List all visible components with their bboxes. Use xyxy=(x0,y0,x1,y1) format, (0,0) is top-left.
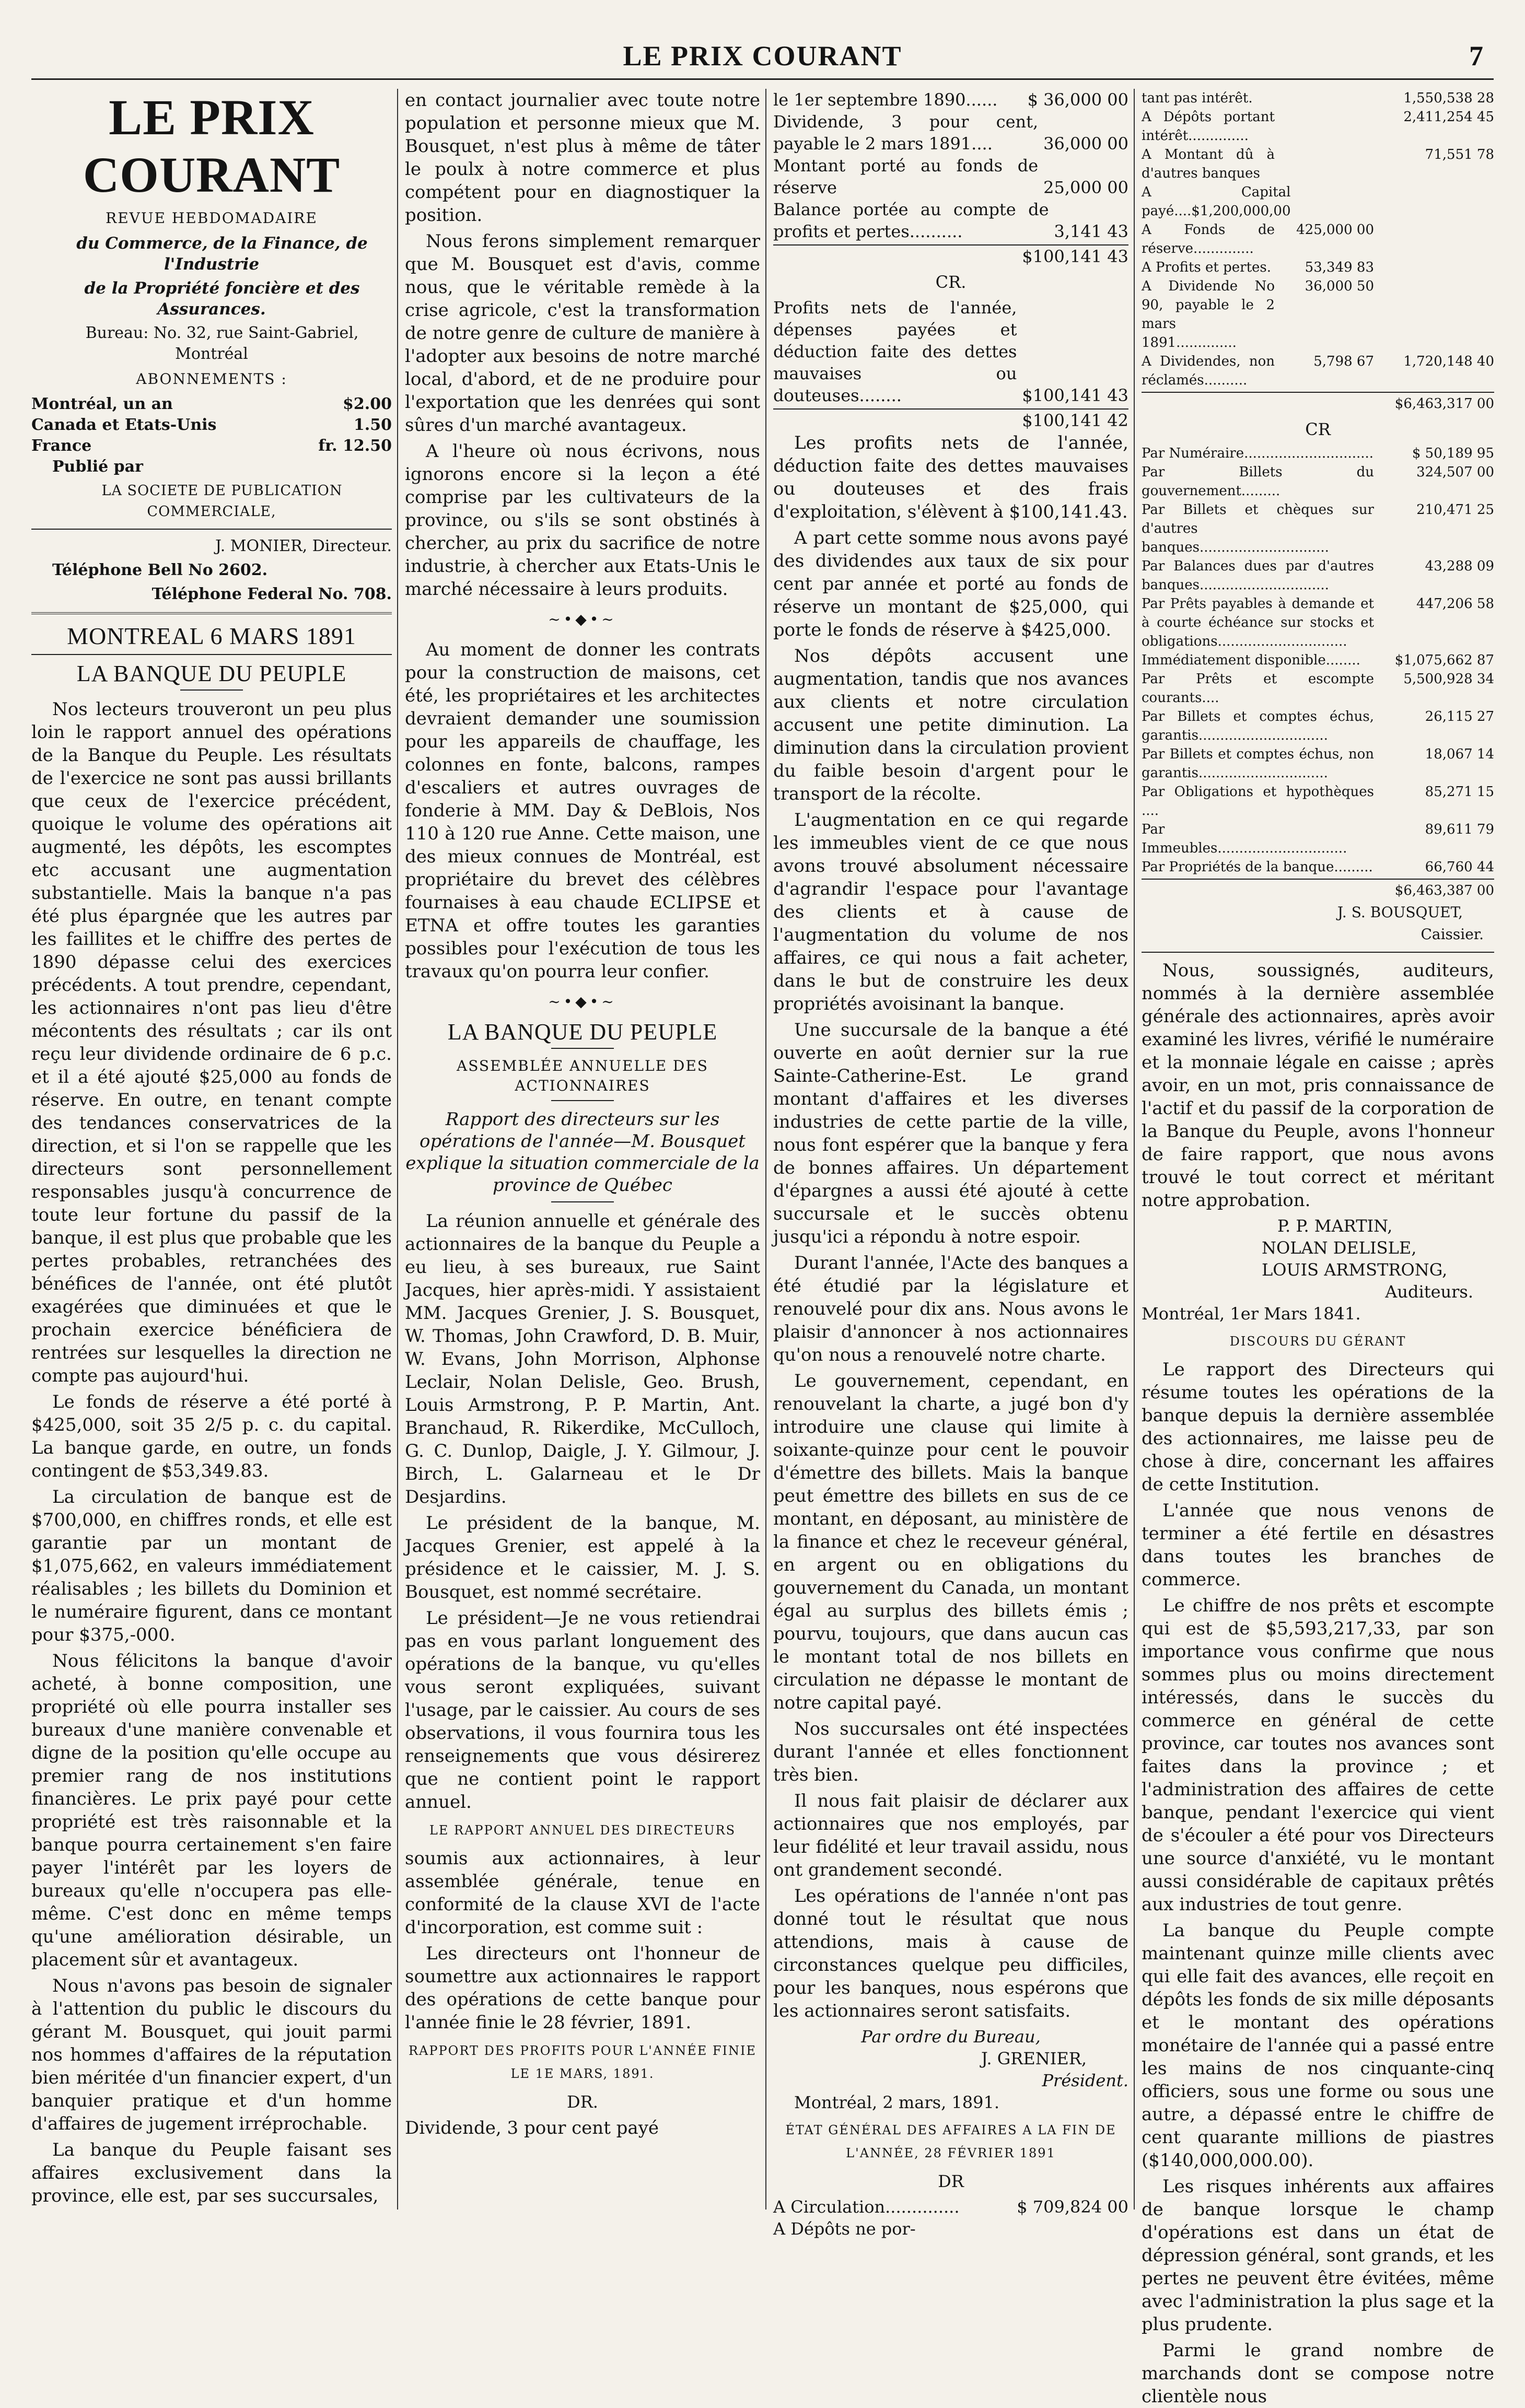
debit-label: DR. xyxy=(567,2092,598,2112)
masthead-subtitle: REVUE HEBDOMADAIRE xyxy=(106,209,318,227)
statement-row: A Dividendes, non réclamés.......... 5,798 67 1,720,148 40 xyxy=(1142,354,1494,388)
article-paragraph: Nos lecteurs trouveront un peu plus loin le rapport annuel des opérations de la Banque du Peuple. Les résultats de l'exercice ne sont pas aussi brillants que ceux de l'exercice précédent, quoique le volume des opérations ait augmenté, les dépôts, les escomptes etc accusant une augmentation substantielle. Mais la banque n'a pas été plus épargnée que les autres par les faillites et le chiffre des pertes de 1890 dépasse celui des exercices précédents. A tout prendre, cependant, les actionnaires n'ont pas lieu d'être mécontents des résultats ; car ils ont reçu leur dividende ordinaire de 6 p.c. et il a été ajouté $25,000 au fonds de réserve. En outre, en tenant compte des tendances conservatrices de la direction, et si l'on se rappelle que les directeurs sont personnellement responsables jusqu'à concurrence de toute leur fortune du passif de la banque, il est plus que probable que les pertes probables, retranchées des bénéfices de l'année, ont été plutôt exagérées que diminuées et que le prochain exercice bénéficiera de rentrées sur lesquelles la direction ne compte pas aujourd'hui. xyxy=(31,699,392,1386)
column-divider xyxy=(397,89,398,2210)
fin-total: $6,463,317 00 xyxy=(1142,392,1494,415)
article-subheading: ASSEMBLÉE ANNUELLE DES ACTIONNAIRES xyxy=(456,1057,708,1094)
article-summary: Rapport des directeurs sur les opérations de l'année—M. Bousquet explique la situation commerciale de la province de Québec xyxy=(405,1109,760,1196)
article-paragraph: en contact journalier avec toute notre population et personne mieux que M. Bousquet, n'est plus à même de tâter le poulx à notre commerce et plus compétent pour en diagnostiquer la position. xyxy=(405,90,760,226)
fin-line: Dividende, 3 pour cent payé xyxy=(405,2118,659,2138)
running-header xyxy=(31,37,1494,80)
article-paragraph: Nos succursales ont été inspectées durant l'année et elles fonctionnent très bien. xyxy=(773,1719,1128,1785)
auditor-name: LOUIS ARMSTRONG, xyxy=(1262,1260,1448,1280)
statement-row: Par Numéraire.............................. $ 50,189 95 xyxy=(1142,446,1494,461)
column-2 xyxy=(405,89,760,2210)
article-paragraph: L'année que nous venons de terminer a été fertile en désastres dans toutes les branches de commerce. xyxy=(1142,1500,1494,1590)
article-paragraph: Le rapport des Directeurs qui résume toutes les opérations de la banque depuis la dernière assemblée des actionnaires, me laisse peu de chose à dire, concernant les affaires de cette Institution. xyxy=(1142,1359,1494,1495)
article-paragraph: Parmi le grand nombre de marchands dont se compose notre clientèle nous xyxy=(1142,2340,1494,2407)
director: J. MONIER, Directeur. xyxy=(215,537,392,555)
article-heading: LA BANQUE DU PEUPLE xyxy=(76,661,347,686)
article-paragraph: Le gouvernement, cependant, en renouvelant la charte, a jugé bon d'y introduire une clause qui limite à soixante-quinze pour cent le pouvoir d'émettre des billets. Mais la banque peut émettre des billets en sus de ce montant, en déposant, au ministère de la finance et chez le receveur général, en argent ou en obligations du gouvernement du Canada, un montant égal au surplus des billets émis ; pourvu, toujours, que dans aucun cas le montant total de nos billets en circulation ne dépasse le montant de notre capital payé. xyxy=(773,1371,1128,1713)
article-paragraph: Le président—Je ne vous retiendrai pas en vous parlant longuement des opérations de la banque, vu qu'elles vous seront expliquées, suivant l'usage, par le caissier. Au cours de ses observations, il vous fournira tous les renseignements que vous désirerez que ne contient point le rapport annuel. xyxy=(405,1608,760,1813)
article-paragraph: Nous félicitons la banque d'avoir acheté, à bonne composition, une propriété où elle pourra installer ses bureaux d'une manière convenable et digne de la position qu'elle occupe au premier rang de nos institutions financières. Le prix payé pour cette propriété est très raisonnable et la banque pourra certainement s'en faire payer l'intérêt par les loyers de bureaux qu'elle n'occupera pas elle-même. C'est donc en même temps qu'une amélioration désirable, un placement sûr et avantageux. xyxy=(31,1651,392,1970)
statement-heading: ÉTAT GÉNÉRAL DES AFFAIRES A LA FIN DE L'ANNÉE, 28 FÉVRIER 1891 xyxy=(785,2123,1116,2160)
article-paragraph: Les opérations de l'année n'ont pas donné tout le résultat que nous attendions, mais à cause de circonstances quelque peu difficiles, pour les banques, nous espérons que les actionnaires seront satisfaits. xyxy=(773,1886,1128,2021)
dateline: MONTREAL 6 MARS 1891 xyxy=(67,623,356,649)
speech-heading: DISCOURS DU GÉRANT xyxy=(1229,1334,1406,1349)
masthead xyxy=(31,89,392,605)
statement-row: Par Prêts et escompte courants.... 5,500,928 34 xyxy=(1142,671,1494,706)
article-heading: LA BANQUE DU PEUPLE xyxy=(447,1019,718,1045)
statement-row: Par Prêts payables à demande et à courte échéance sur stocks et obligations.............................. 447,206 58 xyxy=(1142,596,1494,649)
statement-row: Immédiatement disponible........ $1,075,662 87 xyxy=(1142,652,1494,668)
report-heading: LE RAPPORT ANNUEL DES DIRECTEURS xyxy=(429,1823,736,1838)
article-paragraph: Nous n'avons pas besoin de signaler à l'attention du public le discours du gérant M. Bousquet, qui jouit parmi nos hommes d'affaires de la réputation bien méritée d'un financier expert, d'un banquier pratique et d'un homme d'affaires de jugement irréprochable. xyxy=(31,1976,392,2134)
cashier-title: Caissier. xyxy=(1421,926,1484,943)
column-1 xyxy=(31,89,392,2210)
article-paragraph: Au moment de donner les contrats pour la construction de maisons, cet été, les propriétaires et les architectes devraient demander une soumission pour les appareils de chauffage, les colonnes en fonte, balcons, rampes d'escaliers et autres ouvrages de fonderie à MM. Day & DeBlois, Nos 110 à 120 rue Anne. Cette maison, une des mieux connues de Montréal, est propriétaire du brevet des célèbres fournaises à eau chaude ECLIPSE et ETNA et offre toutes les garanties possibles pour l'exécution de tous les travaux qu'on pourra leur confier. xyxy=(405,639,760,982)
phone-federal: Téléphone Federal No. 708. xyxy=(152,585,392,603)
article-paragraph: La réunion annuelle et générale des actionnaires de la banque du Peuple a eu lieu, à ses bureaux, rue Saint Jacques, hier après-midi. Y assistaient MM. Jacques Grenier, J. S. Bousquet, W. Thomas, John Crawford, D. B. Muir, W. Evans, John Morrison, Alphonse Leclair, Nolan Delisle, Geo. Brush, Louis Armstrong, P. P. Martin, Ant. Branchaud, R. Rikerdike, McCulloch, G. C. Dunlop, Daigle, J. Y. Gilmour, J. Birch, L. Galarneau et le Dr Desjardins. xyxy=(405,1211,760,1507)
article-paragraph: Les directeurs ont l'honneur de soumettre aux actionnaires le rapport des opérations de cette banque pour l'année finie le 28 février, 1891. xyxy=(405,1943,760,2033)
credit-label: CR xyxy=(1305,419,1331,439)
article-paragraph: La banque du Peuple compte maintenant quinze mille clients avec qui elle fait des avances, elle reçoit en dépôts les fonds de six mille déposants et le montant des opérations monétaire de l'année qui a passé entre les mains de nos cinquante-cinq officiers, sous une forme ou sous une autre, a dépassé entre le chiffre de cent quarante millions de piastres ($140,000,000.00). xyxy=(1142,1920,1494,2171)
statement-row: Par Billets du gouvernement......... 324,507 00 xyxy=(1142,464,1494,499)
statement-row: A Capital payé....$1,200,000,00 xyxy=(1142,184,1291,219)
signature-date: Montréal, 2 mars, 1891. xyxy=(794,2093,1000,2112)
price-row: Montréal, un an $2.00 xyxy=(31,395,392,413)
statement-row: tant pas intérêt. 1,550,538 28 xyxy=(1142,90,1494,106)
auditors-title: Auditeurs. xyxy=(1385,1282,1473,1302)
article-paragraph: Nous, soussignés, auditeurs, nommés à la dernière assemblée générale des actionnaires, après avoir examiné les livres, vérifié le numéraire et la monnaie légale en caisse ; après avoir, en un mot, pris connaissance de l'actif et du passif de la corporation de la Banque du Peuple, avons l'honneur de faire rapport, que nous avons trouvé le tout correct et méritant notre approbation. xyxy=(1142,960,1494,1211)
column-divider xyxy=(765,89,766,2210)
auditors-date: Montréal, 1er Mars 1841. xyxy=(1142,1304,1361,1324)
article-paragraph: Le président de la banque, M. Jacques Grenier, est appelé à la présidence et le caissier, M. J. S. Bousquet, est nommé secrétaire. xyxy=(405,1513,760,1603)
ornament-divider: ~•◆•~ xyxy=(548,611,617,628)
auditor-name: P. P. MARTIN, xyxy=(1277,1216,1393,1236)
office-address: Bureau: No. 32, rue Saint-Gabriel, Montréal xyxy=(85,324,359,363)
masthead-description-1: du Commerce, de la Finance, de l'Industrie xyxy=(76,234,368,274)
article-paragraph: Nos dépôts accusent une augmentation, tandis que nos avances aux clients et notre circulation accusent une petite diminution. La diminution dans la circulation provient du faible besoin d'argent pour le transport de la récolte. xyxy=(773,646,1128,804)
statement-row: Par Billets et comptes échus, non garantis.............................. 18,067 14 xyxy=(1142,746,1494,781)
statement-row: Par Balances dues par d'autres banques.............................. 43,288 09 xyxy=(1142,558,1494,593)
statement-row: A Montant dû à d'autres banques 71,551 78 xyxy=(1142,147,1494,181)
article-paragraph: Le chiffre de nos prêts et escompte qui est de $5,593,217,33, par son importance vous confirme que nous sommes plus ou moins directement intéressés, dans le succès du commerce en général de cette province, car toutes nos avances sont faites dans la province ; et l'administration des affaires de cette banque, pendant l'exercice qui vient de s'écouler a été pour vos Directeurs une source d'anxiété, vu le montant aussi considérable de capitaux prêtés aux industries de tout genre. xyxy=(1142,1595,1494,1915)
article-paragraph: Le fonds de réserve a été porté à $425,000, soit 35 2/5 p. c. du capital. La banque garde, en outre, un fonds contingent de $53,349.83. xyxy=(31,1392,392,1481)
phone-bell: Téléphone Bell No 2602. xyxy=(52,561,268,579)
page-number: 7 xyxy=(1469,40,1483,72)
statement-row: Par Immeubles.............................. 89,611 79 xyxy=(1142,822,1494,856)
column-divider xyxy=(1134,89,1135,2210)
credit-label: CR. xyxy=(935,272,967,292)
fin-row: Montant porté au fonds de réserve 25,000 00 xyxy=(773,156,1128,197)
fin-row: A Circulation.............. $ 709,824 00 xyxy=(773,2197,1128,2217)
signature-name: J. GRENIER, xyxy=(981,2049,1087,2068)
fin-row: A Dépôts ne por- xyxy=(773,2219,916,2239)
article-paragraph: Nous ferons simplement remarquer que M. Bousquet est d'avis, comme nous, que le véritable remède à la crise agricole, c'est la transformation de notre genre de culture de manière à l'adopter aux besoins de notre marché local, d'abord, et de ne produire pour l'exportation que les denrées qui sont sûres d'un marché avantageux. xyxy=(405,231,760,436)
masthead-title: LE PRIX COURANT xyxy=(83,89,341,203)
statement-row: A Dépôts portant intérêt.............. 2,411,254 45 xyxy=(1142,109,1494,144)
article-paragraph: La circulation de banque est de $700,000, en chiffres ronds, et elle est garantie par un montant de $1,075,662, en valeurs immédiatement réalisables ; les billets du Dominion et le numéraire figurent, dans ce montant pour $375,-000. xyxy=(31,1487,392,1645)
column-4 xyxy=(1142,89,1494,2407)
fin-total: $6,463,387 00 xyxy=(1142,879,1494,902)
subscriptions-label: ABONNEMENTS : xyxy=(136,370,287,388)
fin-row: Balance portée au compte de profits et pertes.......... 3,141 43 xyxy=(773,200,1128,241)
article-paragraph: A part cette somme nous avons payé des dividendes aux taux de six pour cent par année et porté au fonds de réserve un montant de $25,000, qui porte le fonds de réserve à $425,000. xyxy=(773,528,1128,640)
fin-row: Dividende, 3 pour cent, payable le 2 mars 1891.... 36,000 00 xyxy=(773,112,1128,154)
statement-row: A Dividende No 90, payable le 2 mars 1891.............. 36,000 50 xyxy=(1142,278,1374,350)
masthead-description-2: de la Propriété foncière et des Assurances. xyxy=(84,279,360,319)
article-paragraph: La banque du Peuple faisant ses affaires exclusivement dans la province, elle est, par ses succursales, xyxy=(31,2140,392,2206)
publisher: LA SOCIETE DE PUBLICATION COMMERCIALE, xyxy=(101,483,343,520)
statement-row: Par Billets et chèques sur d'autres banques.............................. 210,471 25 xyxy=(1142,502,1494,555)
running-title: LE PRIX COURANT xyxy=(623,40,902,72)
profits-heading: RAPPORT DES PROFITS POUR L'ANNÉE FINIE LE 1E MARS, 1891. xyxy=(408,2043,756,2081)
statement-row: A Profits et pertes. 53,349 83 xyxy=(1142,260,1374,275)
published-by: Publié par xyxy=(52,458,143,476)
article-paragraph: Une succursale de la banque a été ouverte en août dernier sur la rue Sainte-Catherine-Est. Le grand montant d'affaires et les diverses industries de cette partie de la ville, nous font espérer que la banque y fera de bonnes affaires. Un département d'épargnes a aussi été ajouté à cette succursale et le succès obtenu jusqu'ici a répondu à notre espoir. xyxy=(773,1020,1128,1247)
statement-row: Par Billets et comptes échus, garantis.............................. 26,115 27 xyxy=(1142,709,1494,743)
article-paragraph: Les risques inhérents aux affaires de banque lorsque le champ d'opérations est dans un état de dépression général, sont grands, et les pertes ne peuvent être évitées, même avec l'administration la plus sage et la plus prudente. xyxy=(1142,2176,1494,2335)
article-paragraph: Les profits nets de l'année, déduction faite des dettes mauvaises ou douteuses et des frais d'exploitation, s'élèvent à $100,141.43. xyxy=(773,432,1128,522)
auditor-name: NOLAN DELISLE, xyxy=(1262,1238,1417,1258)
signature-line: Par ordre du Bureau, xyxy=(861,2027,1041,2047)
article-paragraph: A l'heure où nous écrivons, nous ignorons encore si la leçon a été comprise par les cultivateurs de la province, ou s'ils se sont obstinés à chercher, au prix du sacrifice de notre industrie, à chercher aux Etats-Unis le marché nécessaire à leurs produits. xyxy=(405,441,760,600)
price-row: Canada et Etats-Unis 1.50 xyxy=(31,416,392,434)
article-paragraph: L'augmentation en ce qui regarde les immeubles vient de ce que nous avons trouvé absolument nécessaire d'agrandir l'espace pour l'avantage des clients et à cause de l'augmentation du volume de nos affaires, ce qui nous a fait acheter, dans le but de construire les deux propriétés avoisinant la banque. xyxy=(773,810,1128,1014)
statement-row: Par Propriétés de la banque......... 66,760 44 xyxy=(1142,859,1494,875)
column-3 xyxy=(773,89,1128,2239)
article-paragraph: soumis aux actionnaires, à leur assemblée générale, tenue en conformité de la clause XVI de l'acte d'incorporation, est comme suit : xyxy=(405,1848,760,1938)
fin-total: $100,141 42 xyxy=(773,408,1128,431)
fin-total: $100,141 43 xyxy=(773,244,1128,267)
price-row: France fr. 12.50 xyxy=(31,437,392,455)
fin-row: Profits nets de l'année, dépenses payées et déduction faite des dettes mauvaises ou douteuses........ $100,141 43 xyxy=(773,298,1128,405)
article-paragraph: Durant l'année, l'Acte des banques a été étudié par la législature et renouvelé pour dix ans. Nous avons le plaisir d'annoncer à nos actionnaires qu'on nous a renouvelé notre charte. xyxy=(773,1253,1128,1365)
statement-row: Par Obligations et hypothèques .... 85,271 15 xyxy=(1142,784,1494,819)
statement-row: A Fonds de réserve.............. 425,000 00 xyxy=(1142,222,1374,256)
cashier-name: J. S. BOUSQUET, xyxy=(1337,904,1463,921)
article-paragraph: Il nous fait plaisir de déclarer aux actionnaires que nos employés, par leur fidélité et leur travail assidu, nous ont grandement secondé. xyxy=(773,1791,1128,1880)
ornament-divider: ~•◆•~ xyxy=(548,993,617,1010)
signature-title: Président. xyxy=(1042,2071,1128,2090)
fin-row: le 1er septembre 1890...... $ 36,000 00 xyxy=(773,90,1128,110)
debit-label: DR xyxy=(938,2171,964,2191)
